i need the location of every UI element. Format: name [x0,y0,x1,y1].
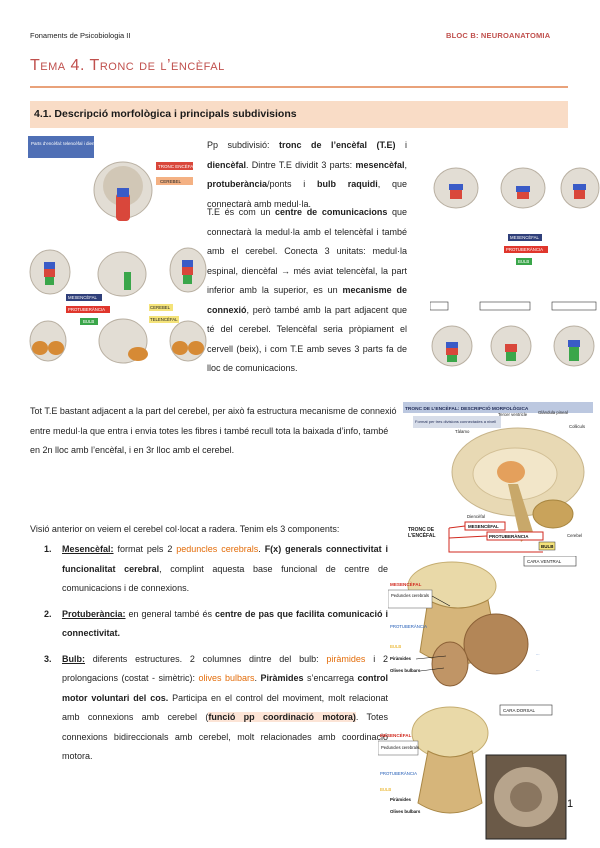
list-item-mesencefal: 1. Mesencèfal: format pels 2 peduncles cerebrals. F(x) generals connectivitat i funcionalitat cerebral, complint aquesta base funcional de centre de comunicacions i de connexions. [44,544,389,593]
sag-label-bulb: BULB [541,544,554,549]
protuberancia-label: PROTUBERÀNCIA [68,307,106,312]
body-paragraph-4: Visió anterior on veiem el cerebel col·locat a radera. Tenim els 3 components: [30,524,340,534]
brain-subdivisions-figure [430,158,600,386]
dorsal-label-olives: Olives bulbars [390,809,421,814]
sag-label-talamo: Tàlamo [455,429,470,434]
sag-label-tercer: Tercer ventricle [498,412,528,417]
sag-label-colliculs: Colliculs [569,424,585,429]
ventral-view-figure [388,556,596,698]
tronc-caption: TRONC DE L’ENCÈFAL: DESCRIPCIÓ MORFOLÒGICA [405,407,529,412]
dorsal-header-mes: MESENCÈFAL [380,733,412,738]
anat-label-piramides: Piràmides [390,656,411,661]
section-heading: 4.1. Descripció morfològica i principals subdivisions [34,108,297,120]
sag-label-mesencefal: MESENCÈFAL [468,524,499,529]
intro-paragraph-1: Pp subdivisió: tronc de l’encèfal (T.E) i diencèfal. Dintre T.E dividit 3 parts: mesencèfal, protuberància/ponts i bulb raquidi, que connectarà amb medul·la. [207,140,408,209]
list-item-protuberancia: 2. Protuberància: en general també és centre de pas que facilita comunicació i connectivitat. [44,608,388,638]
mesencefal-label: MESENCÈFAL [68,295,97,300]
brains-row-a [434,168,599,208]
brain-top [94,162,152,221]
fig1-caption-box [28,136,94,158]
fig1-caption: Parts d’encèfal: telencèfal i diencèfal [31,141,105,146]
telencefal-label: TELENCÈFAL [150,317,178,322]
block-name: BLOC B: NEUROANATOMIA [446,31,551,40]
ventral-view-label: CARA VENTRAL [527,559,562,564]
dorsal-header-pro: PROTUBERÀNCIA [380,771,418,776]
sag-label-protuberancia: PROTUBERÀNCIA [489,534,529,539]
dorsal-label-piramides: Piràmides [390,797,411,802]
bulb-label: BULB [83,319,95,324]
anat-header-mes: MESENCÈFAL [390,582,422,587]
tronc-subcaption: Format per tres divisions connectades a nivell [415,419,497,424]
components-list [44,540,389,767]
tronc-label: TRONC ENCÈFAL [158,164,196,169]
brain-row3 [30,319,206,363]
dorsal-view-figure [378,703,574,843]
brains-row-b [432,326,594,366]
sag-label-pineal: Glàndula pineal [538,410,568,415]
bulb-label-2: BULB [518,259,530,264]
sag-label-diencefal: Diencèfal [467,514,485,519]
small-caption-box-2 [480,302,530,310]
dorsal-view-label: CARA DORSAL [503,708,536,713]
brain-views-figure [28,136,208,396]
body-paragraph-3: Tot T.E bastant adjacent a la part del cerebel, per això fa estructura mecanisme de connexió entre medul·la que entra i envia totes les fibres i també recull tota la baixada d’info, també en 2n lloc amb l’encèfal, i en 3r lloc amb el cerebel. [30,406,397,455]
cerebel-label-2: CEREBEL [150,305,171,310]
page-title: Tema 4. Tronc de l’encèfal [30,57,225,74]
course-name: Fonaments de Psicobiologia II [30,31,131,40]
anat-label-peduncles: Peduncles cerebrals [391,593,429,598]
intro-paragraph-2: T.E és com un centre de comunicacions que connectarà la medul·la amb el telencèfal i també amb el cerebel. Conecta 3 unitats: medul·la espinal, diencèfal → més aviat telencèfal, la part inferior amb la superior, es un mecanisme de connexió, però també amb la part adjacent que té del cerebel. Telencèfal seria pròpiament el cervell (beix), i com T.E amb seves 3 parts fa de lloc de comunicacions. [207,207,407,373]
protuberancia-label-2: PROTUBERÀNCIA [506,247,544,252]
page-number: 1 [567,798,574,810]
blue-note-1: ··· [536,653,540,657]
list-item-bulb: 3. Bulb: diferents estructures. 2 columnes dintre del bulb: piràmides i 2 prolongacions (costat - simètric): olives bulbars. Piràmides s’encarrega control motor voluntari del cos. Participa en el control del moviment, molt relacionat amb connexions amb cerebel (funció pp coordinació motora). Totes connexions bidireccionals amb cerebel, molt relacionades amb coordinació motora. [44,653,388,761]
tronc-side-label: TRONC DE L’ENCÈFAL [408,527,436,539]
anat-header-pro: PROTUBERÀNCIA [390,624,428,629]
mesencefal-label-2: MESENCÈFAL [510,235,539,240]
title-rule [30,86,568,88]
small-caption-box-3 [552,302,596,310]
dorsal-label-peduncles: Peduncles cerebrals [381,745,419,750]
brain-row2 [30,248,206,296]
sag-label-cerebel: Cerebel [567,533,583,538]
cerebel-label: CEREBEL [160,179,182,184]
blue-note-2: ··· [536,669,540,673]
dorsal-header-bulb: BULB [380,787,392,792]
anat-header-bulb: BULB [390,644,402,649]
anat-label-olives: Olives bulbars [390,668,421,673]
small-caption-box-1 [430,302,448,310]
